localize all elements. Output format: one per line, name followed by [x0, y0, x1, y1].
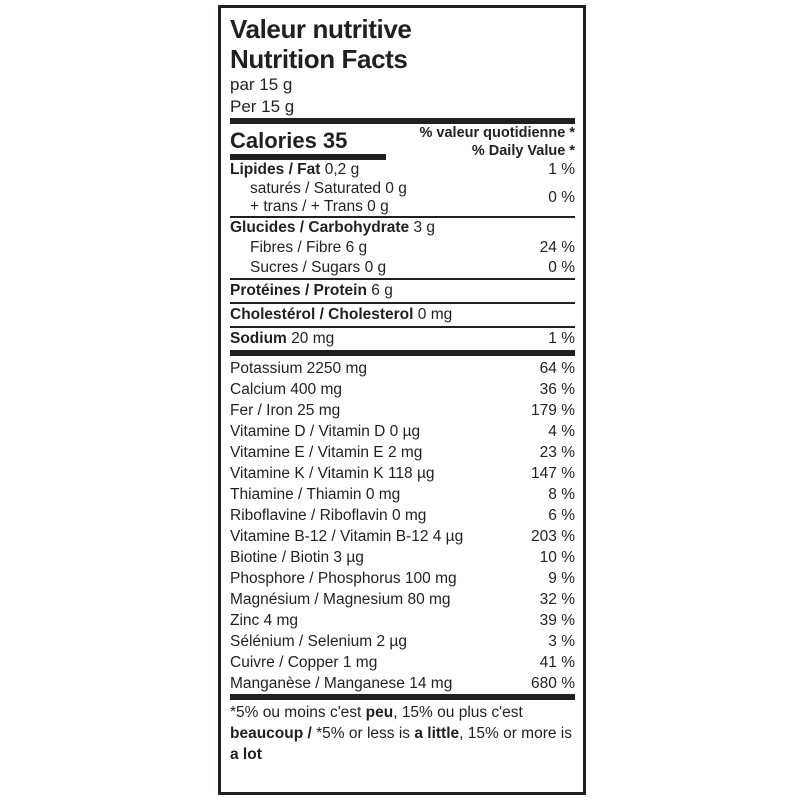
- micronutrient-name: Vitamine B-12 / Vitamin B-12 4 µg: [230, 528, 464, 545]
- micronutrient-name: Riboflavine / Riboflavin 0 mg: [230, 507, 427, 524]
- micronutrient-dv: 32 %: [539, 591, 575, 608]
- micronutrient-name: Manganèse / Manganese 14 mg: [230, 675, 453, 692]
- micronutrient-row: [230, 484, 575, 505]
- nutrition-facts-table: [218, 5, 586, 795]
- title-en: Nutrition Facts: [230, 44, 408, 74]
- micronutrient-row: [230, 379, 575, 400]
- micronutrient-dv: 680 %: [531, 675, 575, 692]
- micronutrient-name: Cuivre / Copper 1 mg: [230, 654, 378, 671]
- micronutrient-name: Sélénium / Selenium 2 µg: [230, 633, 407, 650]
- micronutrient-row: [230, 547, 575, 568]
- micronutrient-dv: 10 %: [539, 549, 575, 566]
- nutrient-row-fat: [230, 160, 575, 180]
- micronutrient-name: Vitamine E / Vitamin E 2 mg: [230, 444, 423, 461]
- serving-size-en: Per 15 g: [230, 97, 295, 116]
- footnote: *5% ou moins c'est peu, 15% ou plus c'est beaucoup / *5% or less is a little, 15% or more is a lot: [230, 704, 572, 763]
- carb-amount: 3 g: [413, 219, 436, 236]
- micronutrient-row: [230, 421, 575, 442]
- micronutrient-row: [230, 631, 575, 652]
- micronutrient-name: Calcium 400 mg: [230, 381, 342, 398]
- fibre-dv: 24 %: [539, 239, 575, 256]
- fat-label: Lipides / Fat: [230, 161, 321, 178]
- trans-label: + trans / + Trans 0 g: [250, 198, 389, 215]
- calories-underline: [230, 154, 386, 160]
- calories-row: [230, 124, 575, 160]
- micronutrient-list: [230, 358, 575, 694]
- micronutrient-dv: 6 %: [548, 507, 575, 524]
- micronutrient-dv: 9 %: [548, 570, 575, 587]
- calories-value: Calories 35: [230, 128, 348, 153]
- micronutrient-name: Phosphore / Phosphorus 100 mg: [230, 570, 457, 587]
- nutrient-row-cholesterol: [230, 304, 575, 326]
- daily-value-header-en: % Daily Value *: [471, 143, 575, 159]
- sat-trans-dv: 0 %: [548, 189, 575, 206]
- nutrient-row-sodium: [230, 328, 575, 350]
- micronutrient-name: Magnésium / Magnesium 80 mg: [230, 591, 451, 608]
- serving-size-fr: par 15 g: [230, 75, 293, 94]
- nutrient-row-sugars: [230, 258, 575, 278]
- micronutrient-name: Potassium 2250 mg: [230, 360, 367, 377]
- micronutrient-row: [230, 505, 575, 526]
- micronutrient-dv: 41 %: [539, 654, 575, 671]
- micronutrient-row: [230, 442, 575, 463]
- micronutrient-row: [230, 610, 575, 631]
- micronutrient-row: [230, 652, 575, 673]
- micronutrient-name: Fer / Iron 25 mg: [230, 402, 341, 419]
- fat-amount: 0,2 g: [324, 161, 360, 178]
- sodium-dv: 1 %: [548, 330, 575, 347]
- micronutrient-row: [230, 463, 575, 484]
- title-fr: Valeur nutritive: [230, 14, 412, 44]
- micronutrient-dv: 8 %: [548, 486, 575, 503]
- micronutrient-dv: 147 %: [531, 465, 575, 482]
- micronutrient-name: Biotine / Biotin 3 µg: [230, 549, 364, 566]
- micronutrient-row: [230, 358, 575, 379]
- micronutrient-dv: 3 %: [548, 633, 575, 650]
- micronutrient-dv: 179 %: [531, 402, 575, 419]
- micronutrient-name: Vitamine D / Vitamin D 0 µg: [230, 423, 421, 440]
- sugars-label: Sucres / Sugars 0 g: [250, 259, 387, 276]
- micronutrient-dv: 39 %: [539, 612, 575, 629]
- sodium-amount: 20 mg: [291, 330, 335, 347]
- micronutrient-dv: 36 %: [539, 381, 575, 398]
- micronutrient-row: [230, 673, 575, 694]
- sugars-dv: 0 %: [548, 259, 575, 276]
- micronutrient-name: Thiamine / Thiamin 0 mg: [230, 486, 401, 503]
- carb-label: Glucides / Carbohydrate: [230, 219, 410, 236]
- saturated-label: saturés / Saturated 0 g: [250, 180, 407, 197]
- protein-amount: 6 g: [371, 282, 393, 299]
- nutrient-row-saturated-trans: [230, 180, 575, 216]
- nutrient-row-carbohydrate: [230, 218, 575, 238]
- micronutrient-row: [230, 526, 575, 547]
- nutrient-row-protein: [230, 280, 575, 302]
- protein-label: Protéines / Protein: [230, 282, 367, 299]
- micronutrient-row: [230, 568, 575, 589]
- fibre-label: Fibres / Fibre 6 g: [250, 239, 368, 256]
- micronutrient-name: Vitamine K / Vitamin K 118 µg: [230, 465, 435, 482]
- daily-value-header-fr: % valeur quotidienne *: [419, 125, 575, 141]
- micronutrient-dv: 23 %: [539, 444, 575, 461]
- micronutrient-name: Zinc 4 mg: [230, 612, 299, 629]
- micronutrient-dv: 64 %: [539, 360, 575, 377]
- nutrient-row-fibre: [230, 238, 575, 258]
- cholesterol-amount: 0 mg: [417, 306, 453, 323]
- micronutrient-row: [230, 589, 575, 610]
- sodium-label: Sodium: [230, 330, 287, 347]
- cholesterol-label: Cholestérol / Cholesterol: [230, 306, 414, 323]
- micronutrient-dv: 203 %: [531, 528, 575, 545]
- micronutrient-dv: 4 %: [548, 423, 575, 440]
- fat-dv: 1 %: [548, 161, 575, 178]
- micronutrient-row: [230, 400, 575, 421]
